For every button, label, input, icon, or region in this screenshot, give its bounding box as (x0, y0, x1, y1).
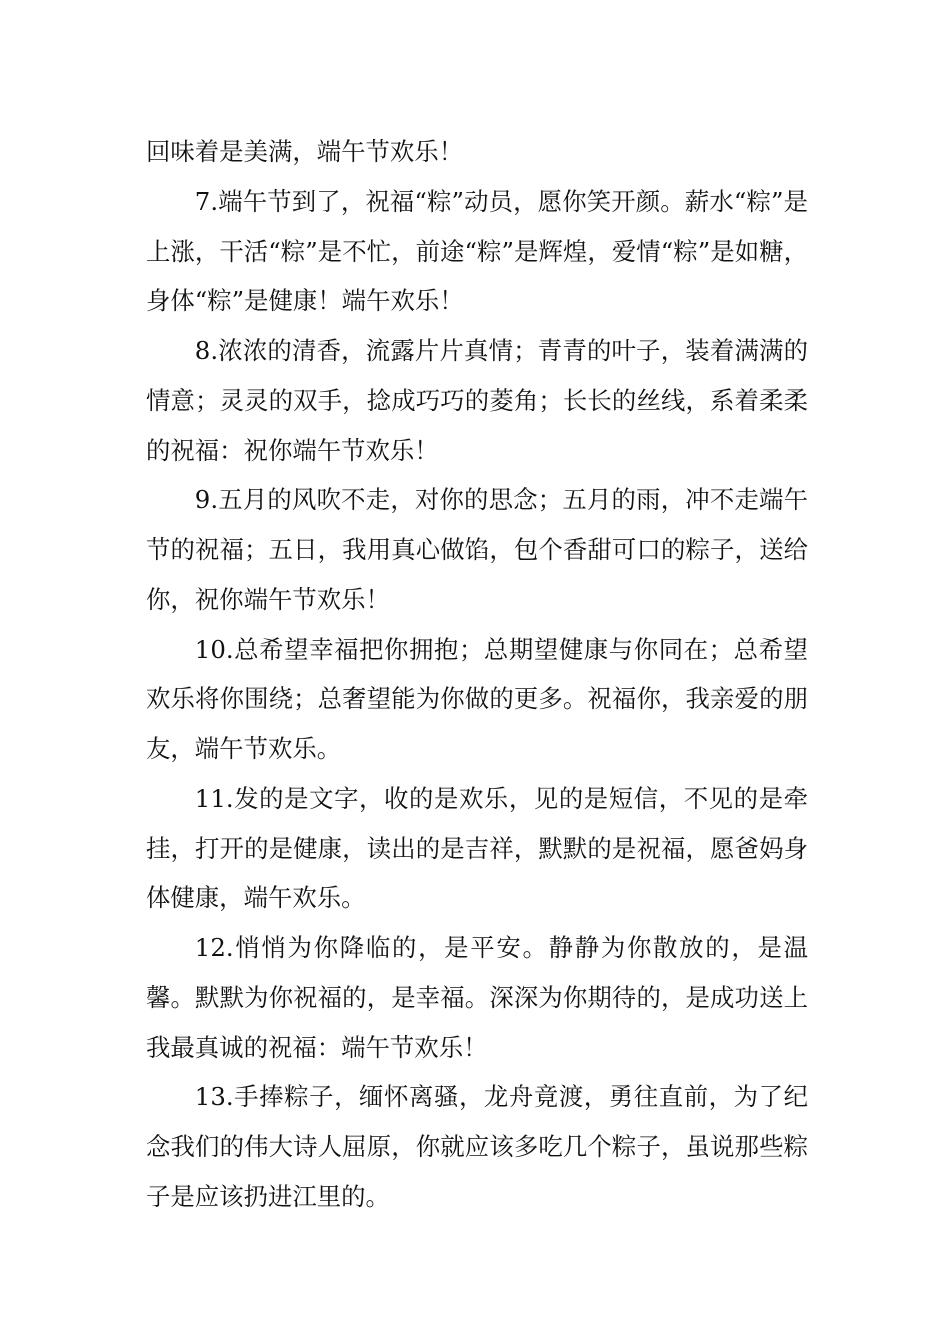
paragraph-item-9: 9.五月的风吹不走，对你的思念；五月的雨，冲不走端午节的祝福；五日，我用真心做馅，包个香甜可口的粽子，送给你，祝你端午节欢乐！ (146, 485, 808, 614)
paragraph-item-11: 11.发的是文字，收的是欢乐，见的是短信，不见的是牵挂，打开的是健康，读出的是吉祥，默默的是祝福，愿爸妈身体健康，端午欢乐。 (146, 783, 808, 913)
paragraph-item-13: 13.手捧粽子，缅怀离骚，龙舟竟渡，勇往直前，为了纪念我们的伟大诗人屈原，你就应该多吃几个粽子，虽说那些粽子是应该扔进江里的。 (146, 1082, 808, 1211)
document-body (146, 127, 808, 1222)
paragraph-item-8: 8.浓浓的清香，流露片片真情；青青的叶子，装着满满的情意；灵灵的双手，捻成巧巧的菱角；长长的丝线，系着柔柔的祝福：祝你端午节欢乐！ (146, 336, 808, 465)
paragraph-continuation: 回味着是美满，端午节欢乐！ (146, 137, 464, 166)
paragraph-item-7: 7.端午节到了，祝福“粽”动员，愿你笑开颜。薪水“粽”是上涨，干活“粽”是不忙，前途“粽”是辉煌，爱情“粽”是如糖，身体“粽”是健康！端午欢乐！ (146, 186, 808, 316)
paragraph-item-10: 10.总希望幸福把你拥抱；总期望健康与你同在；总希望欢乐将你围绕；总奢望能为你做的更多。祝福你，我亲爱的朋友，端午节欢乐。 (146, 634, 808, 763)
paragraph-item-12: 12.悄悄为你降临的，是平安。静静为你散放的，是温馨。默默为你祝福的，是幸福。深深为你期待的，是成功送上我最真诚的祝福：端午节欢乐！ (146, 933, 808, 1062)
